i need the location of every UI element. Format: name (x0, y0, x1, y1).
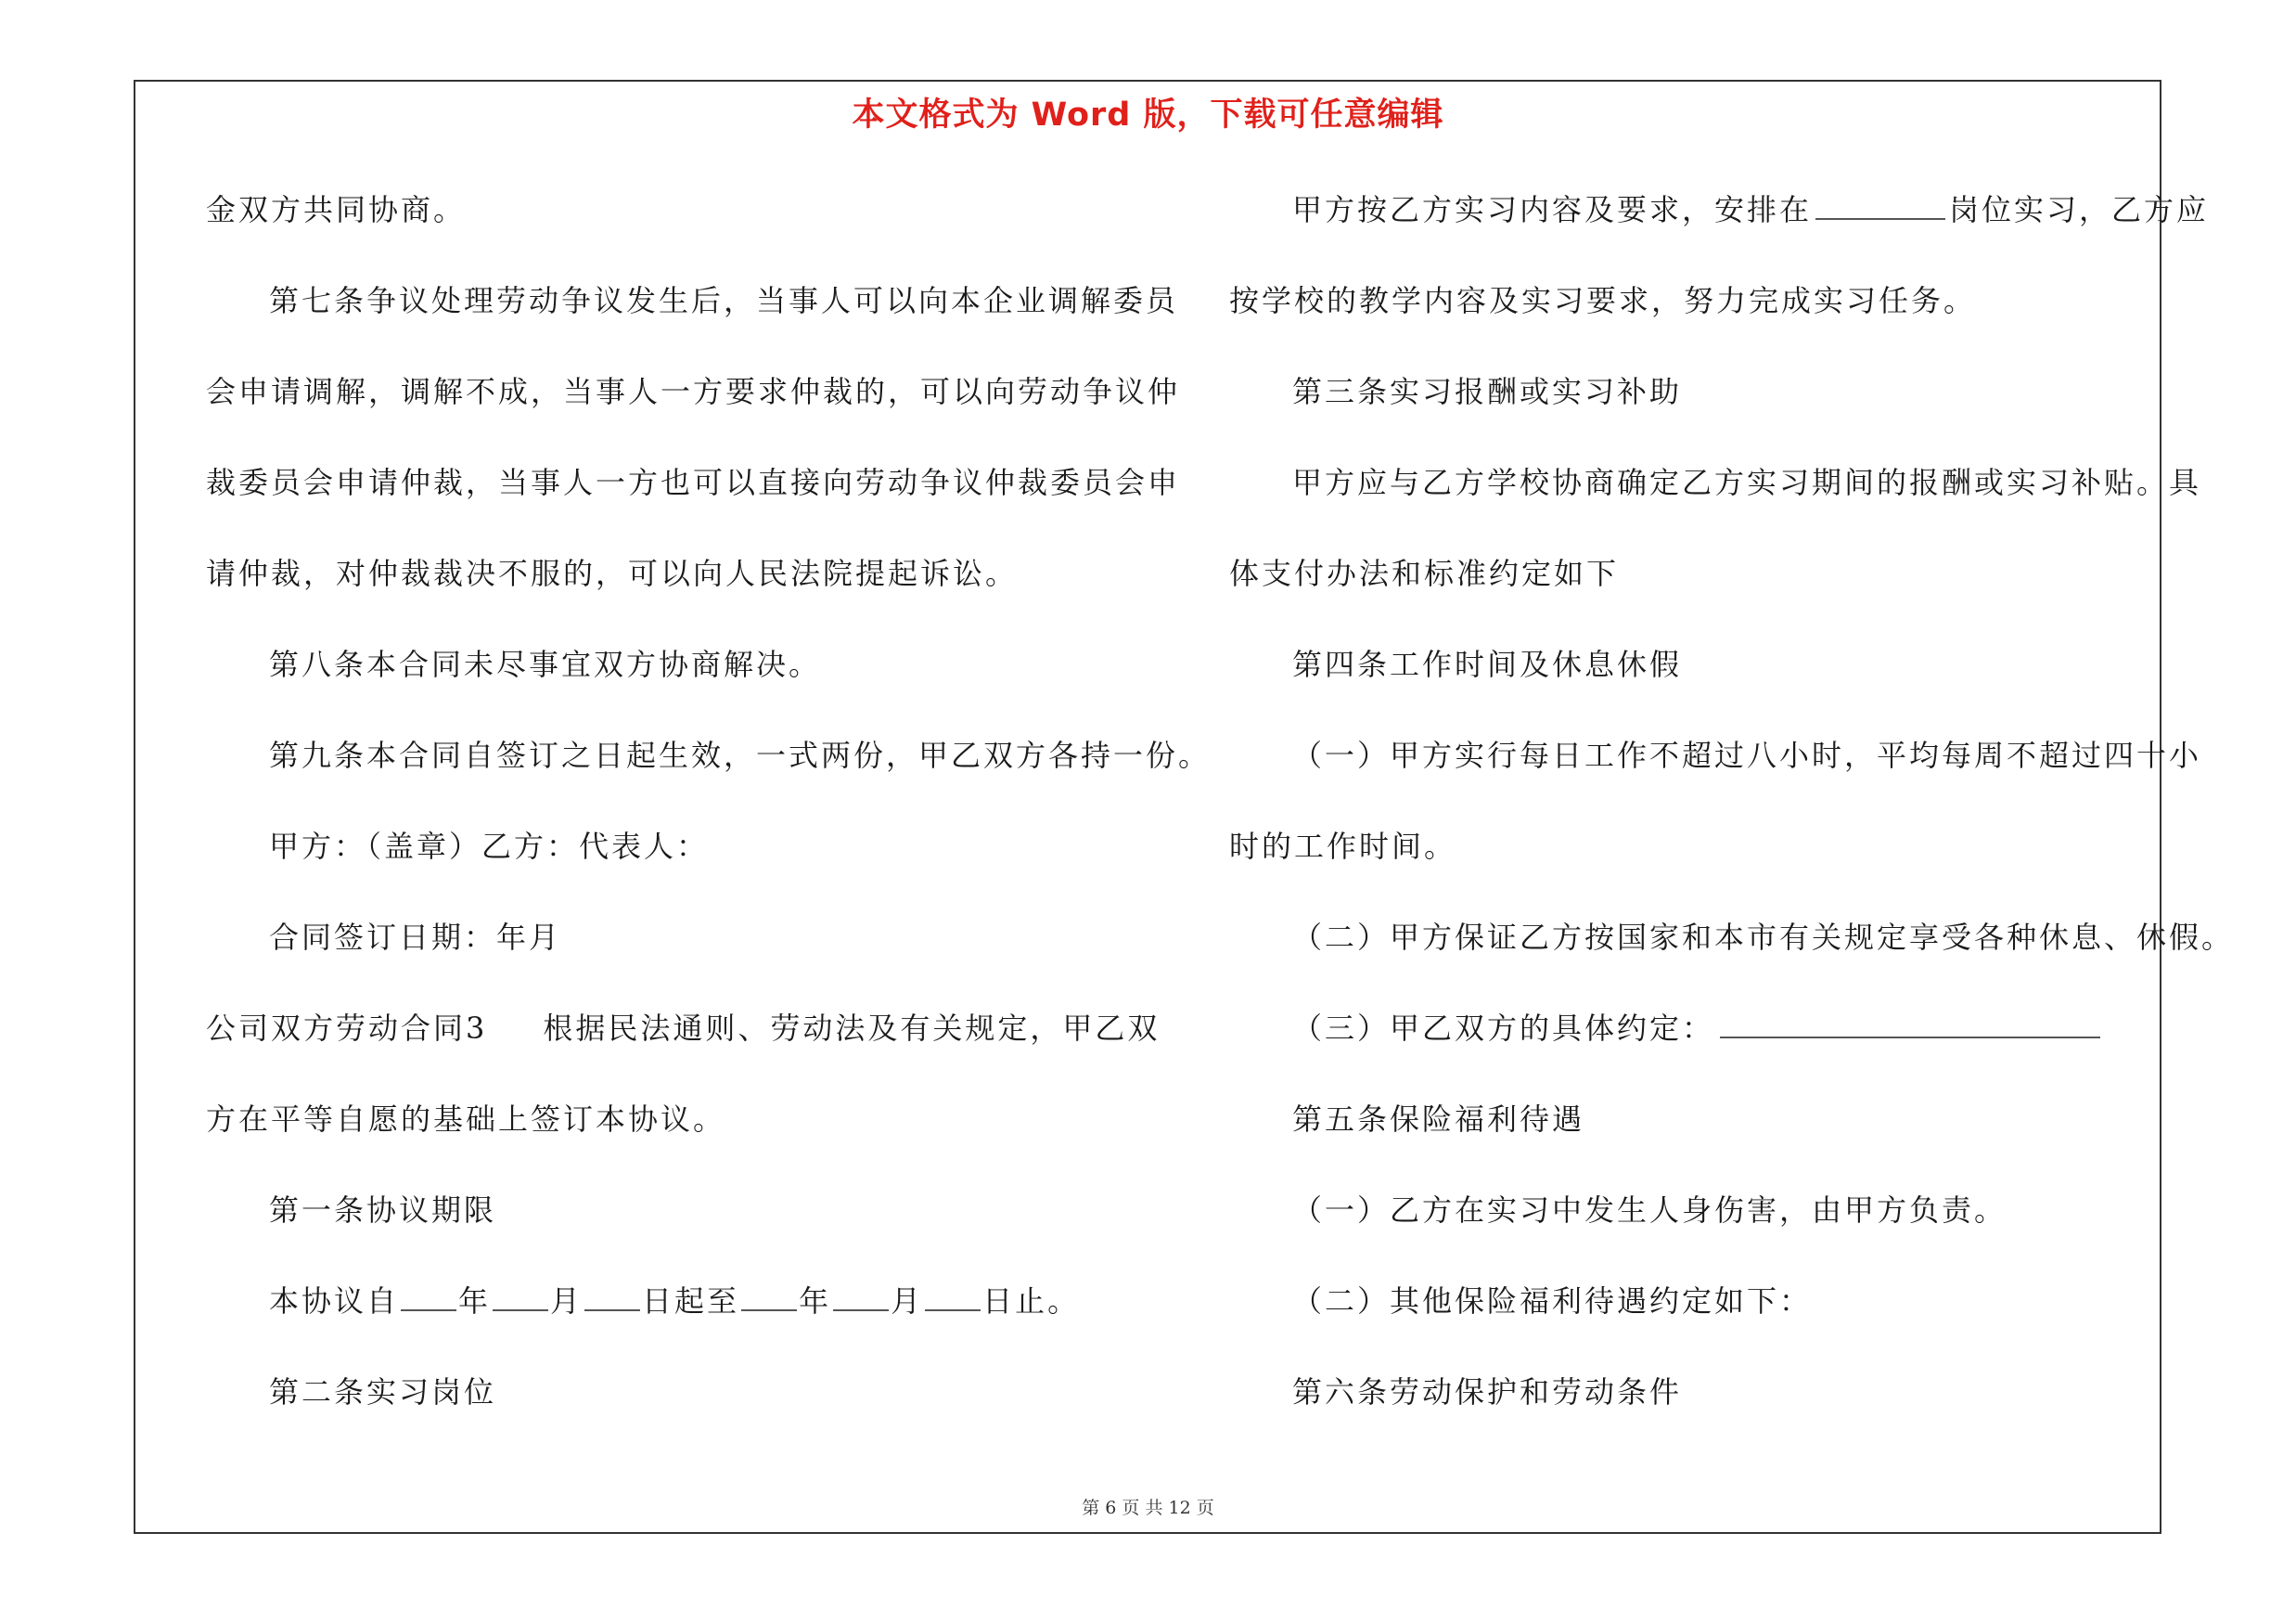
term-text: 月 (891, 1283, 924, 1319)
clause-3-line (1229, 1000, 2157, 1091)
fill-blank (1720, 1009, 2100, 1038)
page-number-footer (0, 1494, 2296, 1519)
article-4-heading: 第四条工作时间及休息休假 (1292, 647, 1683, 682)
paragraph-line: 体支付办法和标准约定如下 (1229, 556, 1620, 591)
term-text: 年 (458, 1283, 492, 1319)
insurance-clause-2: （二）其他保险福利待遇约定如下： (1292, 1283, 1813, 1319)
term-text: 日起至 (642, 1283, 740, 1319)
signature-line: 甲方：（盖章）乙方：代表人： (269, 829, 710, 864)
clause-2-text: （二）甲方保证乙方按国家和本市有关规定享受各种休息、休假。 (1292, 920, 2235, 955)
agreement-term-line (206, 1273, 1134, 1364)
insurance-clause-1: （一）乙方在实习中发生人身伤害，由甲方负责。 (1292, 1192, 2007, 1228)
article-5-heading: 第五条保险福利待遇 (1292, 1101, 1585, 1137)
paragraph-line: 时的工作时间。 (1229, 829, 1457, 864)
fill-blank (833, 1282, 889, 1311)
contract-3-intro (206, 1000, 1161, 1091)
term-text: 日止。 (982, 1283, 1081, 1319)
paragraph-line: 请仲裁，对仲裁裁决不服的，可以向人民法院提起诉讼。 (206, 556, 1019, 591)
fill-blank (925, 1282, 981, 1311)
position-text: 岗位实习，乙方应 (1949, 192, 2210, 227)
fill-blank (401, 1282, 456, 1311)
banner-text: 本文格式为 Word 版，下载可任意编辑 (852, 97, 1444, 134)
signing-date-line: 合同签订日期：年月 (269, 920, 562, 955)
article-7-heading: 第七条争议处理劳动争议发生后，当事人可以向本企业调解委员 (269, 283, 1179, 318)
paragraph-line: 甲方应与乙方学校协商确定乙方实习期间的报酬或实习补贴。具 (1292, 465, 2202, 500)
paragraph-line: 按学校的教学内容及实习要求，努力完成实习任务。 (1229, 283, 1977, 318)
article-1-heading: 第一条协议期限 (269, 1192, 497, 1228)
paragraph-line: 会申请调解，调解不成，当事人一方要求仲裁的，可以向劳动争议仲 (206, 374, 1181, 409)
article-3-heading: 第三条实习报酬或实习补助 (1292, 374, 1683, 409)
article-2-heading: 第二条实习岗位 (269, 1374, 497, 1410)
article-9-text: 第九条本合同自签订之日起生效，一式两份，甲乙双方各持一份。 (269, 738, 1212, 773)
page-number-text: 第 6 页 共 12 页 (1082, 1498, 1214, 1518)
fill-blank (493, 1282, 548, 1311)
left-column (206, 182, 1212, 1455)
term-text: 本协议自 (269, 1283, 400, 1319)
paragraph-line: 裁委员会申请仲裁，当事人一方也可以直接向劳动争议仲裁委员会申 (206, 465, 1181, 500)
article-8-text: 第八条本合同未尽事宜双方协商解决。 (269, 647, 822, 682)
paragraph-line: 方在平等自愿的基础上签订本协议。 (206, 1101, 726, 1137)
internship-position-line (1229, 182, 2210, 273)
fill-blank (741, 1282, 797, 1311)
paragraph-line: 金双方共同协商。 (206, 192, 467, 227)
contract-intro-text: 根据民法通则、劳动法及有关规定，甲乙双 (543, 1011, 1161, 1046)
term-text: 月 (550, 1283, 584, 1319)
edit-notice-banner (0, 89, 2296, 135)
clause-1-text: （一）甲方实行每日工作不超过八小时，平均每周不超过四十小 (1292, 738, 2202, 773)
article-6-heading: 第六条劳动保护和劳动条件 (1292, 1374, 1683, 1410)
right-column (1229, 182, 2235, 1455)
position-text: 甲方按乙方实习内容及要求，安排在 (1292, 192, 1813, 227)
clause-3-text: （三）甲乙双方的具体约定： (1292, 1011, 1715, 1046)
term-text: 年 (799, 1283, 832, 1319)
fill-blank (584, 1282, 640, 1311)
fill-blank (1815, 190, 1945, 220)
contract-title: 公司双方劳动合同3 (206, 1011, 488, 1046)
